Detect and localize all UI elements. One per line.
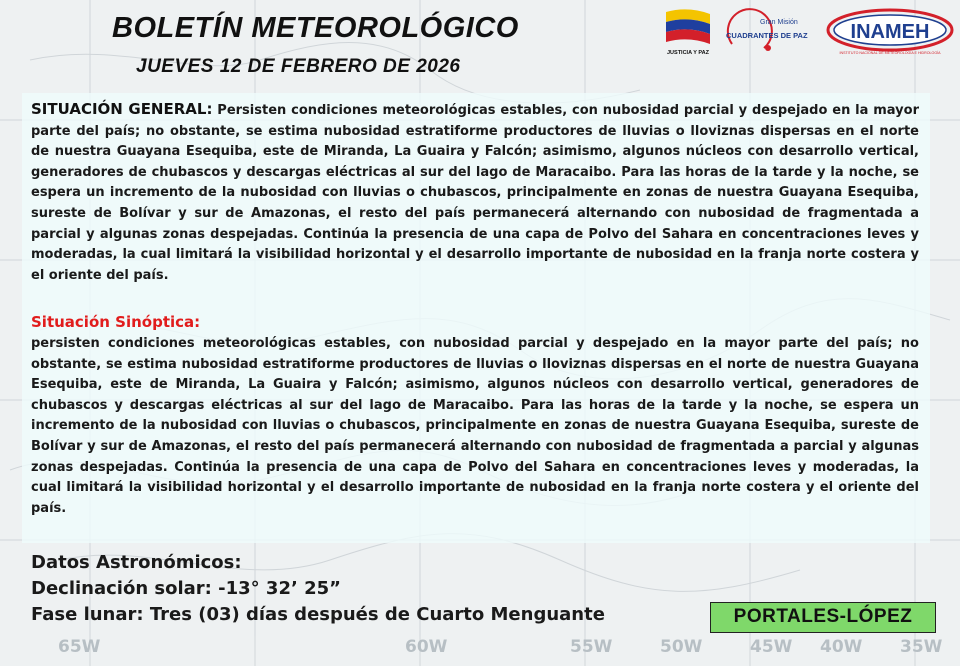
lon-label: 40W	[820, 637, 863, 657]
cuadrantes-paz-logo	[724, 8, 816, 54]
lon-label: 45W	[750, 637, 793, 657]
situacion-sinoptica-heading: Situación Sinóptica:	[31, 313, 201, 331]
lon-label: 60W	[405, 637, 448, 657]
inameh-logo	[822, 6, 954, 56]
cuadrantes-main-text: CUADRANTES DE PAZ	[726, 31, 808, 40]
situacion-sinoptica-text: persisten condiciones meteorológicas estables, con nubosidad parcial y despejado en la mayor parte del país; no obstante, se estima nubosidad estratiforme productores de lluvias o lloviznas dispersas en el norte de nuestra Guayana Esequiba, este de Miranda, La Guaira y Falcón; asimismo, algunos núcleos con desarrollo vertical, generadores de chubascos y descargas eléctricas al sur del lago de Maracaibo. Para las horas de la tarde y la noche, se espera un incremento de la nubosidad con lluvias o chubascos, principalmente en zonas de nuestra Guayana Esequiba, sureste de Bolívar y sur de Amazonas, el resto del país permanecerá alternando con nubosidad de fragmentada a parcial y algunas zonas despejadas. Continúa la presencia de una capa de Polvo del Sahara en concentraciones leves y moderadas, la cual limitará la visibilidad horizontal y el desarrollo importante de nubosidad en la franja norte costera y el oriente del país.	[31, 336, 919, 516]
cuadrantes-top-text: Gran Misión	[760, 19, 798, 26]
moon-phase: Fase lunar: Tres (03) días después de Cuarto Menguante	[31, 604, 605, 625]
lon-label: 35W	[900, 637, 943, 657]
astronomical-data	[31, 550, 605, 628]
logos	[662, 6, 954, 56]
situacion-general-paragraph	[31, 99, 919, 286]
justicia-paz-logo	[662, 6, 714, 56]
lon-label: 65W	[58, 637, 101, 657]
situacion-general-label: SITUACIÓN GENERAL:	[31, 100, 213, 118]
bulletin-date: JUEVES 12 DE FEBRERO DE 2026	[136, 56, 461, 77]
inameh-subtext: INSTITUTO NACIONAL DE METEOROLOGÍA E HIDROLOGÍA	[839, 51, 941, 55]
astro-heading: Datos Astronómicos:	[31, 552, 242, 573]
solar-declination: Declinación solar: -13° 32’ 25”	[31, 578, 341, 599]
inameh-text: INAMEH	[850, 21, 930, 43]
lon-label: 50W	[660, 637, 703, 657]
bulletin-title: BOLETÍN METEOROLÓGICO	[112, 12, 519, 44]
lon-label: 55W	[570, 637, 613, 657]
situacion-general-text: Persisten condiciones meteorológicas estables, con nubosidad parcial y despejado en la mayor parte del país; no obstante, se estima nubosidad estratiforme productores de lluvias o lloviznas dispersas en el norte de nuestra Guayana Esequiba, este de Miranda, La Guaira y Falcón; asimismo, algunos núcleos con desarrollo vertical, generadores de chubascos y descargas eléctricas al sur del lago de Maracaibo. Para las horas de la tarde y la noche, se espera un incremento de la nubosidad con lluvias o chubascos, principalmente en zonas de nuestra Guayana Esequiba, sureste de Bolívar y sur de Amazonas, el resto del país permanecerá alternando con nubosidad de fragmentada a parcial y algunas zonas despejadas. Continúa la presencia de una capa de Polvo del Sahara en concentraciones leves y moderadas, la cual limitará la visibilidad horizontal y el desarrollo importante de nubosidad en la franja norte costera y el oriente del país.	[31, 103, 919, 283]
signature-badge: PORTALES-LÓPEZ	[710, 602, 936, 633]
justicia-paz-text: JUSTICIA Y PAZ	[667, 50, 709, 56]
